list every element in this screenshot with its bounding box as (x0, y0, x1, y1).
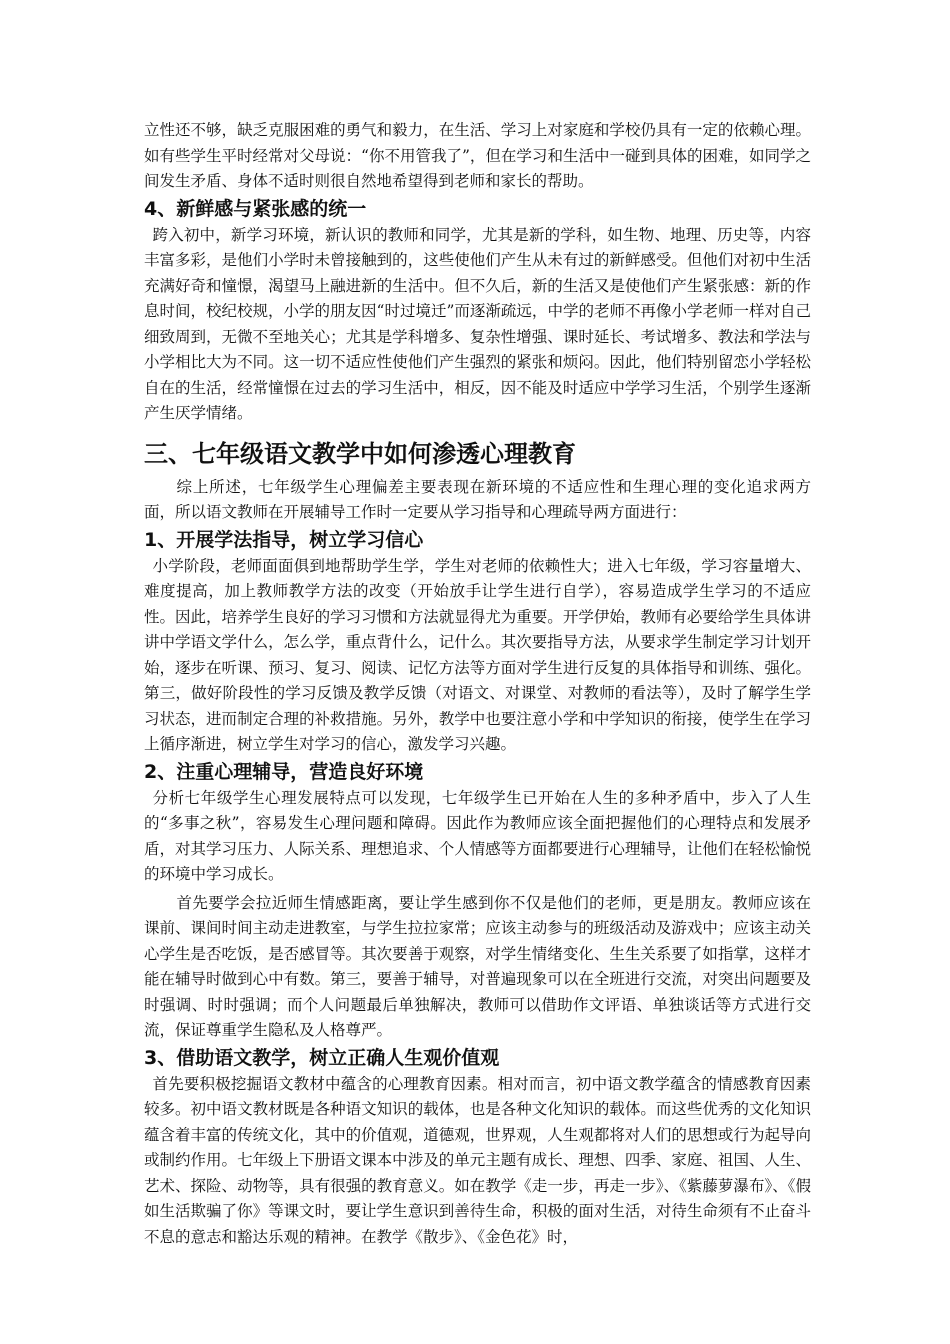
subsection-1-paragraph: 小学阶段，老师面面俱到地帮助学生学，学生对老师的依赖性大；进入七年级，学习容量增大、难度提高，加上教师教学方法的改变（开始放手让学生进行自学），容易造成学生学习的不适应性。因此，培养学生良好的学习习惯和方法就显得尤为重要。开学伊始，教师有必要给学生具体讲讲中学语文学什么，怎么学，重点背什么，记什么。其次要指导方法，从要求学生制定学习计划开始，逐步在听课、预习、复习、阅读、记忆方法等方面对学生进行反复的具体指导和训练、强化。第三，做好阶段性的学习反馈及教学反馈（对语文、对课堂、对教师的看法等），及时了解学生学习状态，进而制定合理的补救措施。另外，教学中也要注意小学和中学知识的衔接，使学生在学习上循序渐进，树立学生对学习的信心，激发学习兴趣。 (144, 556, 811, 753)
subsection-2-heading: 2、注重心理辅导，营造良好环境 (144, 760, 424, 783)
part-3-intro: 综上所述，七年级学生心理偏差主要表现在新环境的不适应性和生理心理的变化追求两方面，所以语文教师在开展辅导工作时一定要从学习指导和心理疏导两方面进行： (144, 477, 811, 521)
document-page (144, 118, 811, 1250)
section-4-paragraph: 跨入初中，新学习环境，新认识的教师和同学，尤其是新的学科，如生物、地理、历史等，内容丰富多彩，是他们小学时未曾接触到的，这些使他们产生从未有过的新鲜感受。但他们对初中生活充满好奇和憧憬，渴望马上融进新的生活中。但不久后，新的生活又是使他们产生紧张感：新的作息时间，校纪校规，小学的朋友因“时过境迁”而逐渐疏远，中学的老师不再像小学老师一样对自己细致周到，无微不至地关心；尤其是学科增多、复杂性增强、课时延长、考试增多、教法和学法与小学相比大为不同。这一切不适应性使他们产生强烈的紧张和烦闷。因此，他们特别留恋小学轻松自在的生活，经常憧憬在过去的学习生活中，相反，因不能及时适应中学学习生活，个别学生逐渐产生厌学情绪。 (144, 225, 811, 422)
subsection-2-paragraph-2: 首先要学会拉近师生情感距离，要让学生感到你不仅是他们的老师，更是朋友。教师应该在课前、课间时间主动走进教室，与学生拉拉家常；应该主动参与的班级活动及游戏中；应该主动关心学生是否吃饭，是否感冒等。其次要善于观察，对学生情绪变化、生生关系要了如指掌，这样才能在辅导时做到心中有数。第三，要善于辅导，对普遍现象可以在全班进行交流，对突出问题要及时强调、时时强调；而个人问题最后单独解决，教师可以借助作文评语、单独谈话等方式进行交流，保证尊重学生隐私及人格尊严。 (144, 893, 811, 1039)
subsection-2-paragraph-1: 分析七年级学生心理发展特点可以发现，七年级学生已开始在人生的多种矛盾中，步入了人生的“多事之秋”，容易发生心理问题和障碍。因此作为教师应该全面把握他们的心理特点和发展矛盾，对其学习压力、人际关系、理想追求、个人情感等方面都要进行心理辅导，让他们在轻松愉悦的环境中学习成长。 (144, 788, 811, 883)
part-3-heading: 三、七年级语文教学中如何渗透心理教育 (144, 439, 576, 468)
section-4-heading: 4、新鲜感与紧张感的统一 (144, 197, 367, 220)
subsection-3-heading: 3、借助语文教学，树立正确人生观价值观 (144, 1046, 500, 1069)
intro-paragraph: 立性还不够，缺乏克服困难的勇气和毅力，在生活、学习上对家庭和学校仍具有一定的依赖心理。如有些学生平时经常对父母说：“你不用管我了”，但在学习和生活中一碰到具体的困难，如同学之间发生矛盾、身体不适时则很自然地希望得到老师和家长的帮助。 (144, 121, 811, 190)
subsection-1-heading: 1、开展学法指导，树立学习信心 (144, 528, 424, 551)
subsection-3-paragraph: 首先要积极挖掘语文教材中蕴含的心理教育因素。相对而言，初中语文教学蕴含的情感教育因素较多。初中语文教材既是各种语文知识的载体，也是各种文化知识的载体。而这些优秀的文化知识蕴含着丰富的传统文化，其中的价值观，道德观，世界观，人生观都将对人们的思想或行为起导向或制约作用。七年级上下册语文课本中涉及的单元主题有成长、理想、四季、家庭、祖国、人生、艺术、探险、动物等，具有很强的教育意义。如在教学《走一步，再走一步》、《紫藤萝瀑布》、《假如生活欺骗了你》等课文时，要让学生意识到善待生命，积极的面对生活，对待生命须有不止奋斗不息的意志和豁达乐观的精神。在教学《散步》、《金色花》时， (144, 1074, 811, 1246)
